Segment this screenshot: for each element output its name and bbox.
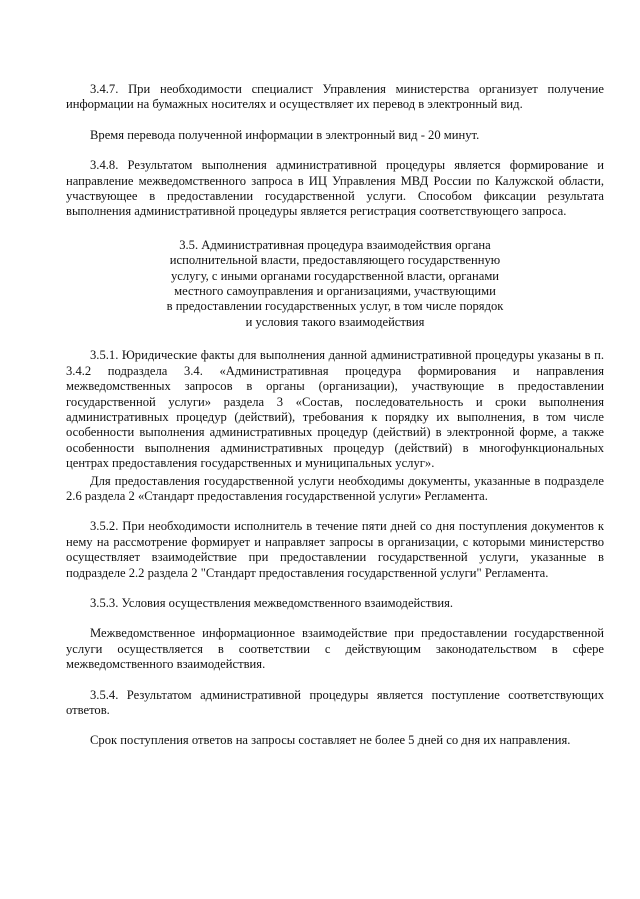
paragraph-3-5-4: 3.5.4. Результатом административной процедуры является поступление соответствующих ответов. bbox=[66, 687, 604, 717]
section-heading-3-5: 3.5. Административная процедура взаимодействия органа исполнительной власти, предоставляющего государственную услугу, с иными органами государственной власти, органами местного самоуправления и организациями, участвующими в предоставлении государственных услуг, в том числе порядок и условия такого взаимодействия bbox=[166, 237, 504, 329]
paragraph-interagency-interaction: Межведомственное информационное взаимодействие при предоставлении государственной услуги осуществляется в соответствии с действующим законодательством в сфере межведомственного взаимодействия. bbox=[66, 626, 604, 672]
paragraph-conversion-time: Время перевода полученной информации в электронный вид - 20 минут. bbox=[90, 127, 480, 142]
paragraph-3-5-2: 3.5.2. При необходимости исполнитель в течение пяти дней со дня поступления документов к нему на рассмотрение формирует и направляет запросы в организации, с которыми министерство осуществляет взаимодействие при предоставлении государственной услуги, указанные в подразделе 2.2 раздела 2 "Стандарт предоставления государственной услуги" Регламента. bbox=[66, 519, 604, 580]
document-body bbox=[66, 82, 604, 749]
section-heading-block bbox=[66, 238, 604, 330]
paragraph-required-documents: Для предоставления государственной услуги необходимы документы, указанные в подразделе 2.6 раздела 2 «Стандарт предоставления государственной услуги» Регламента. bbox=[66, 473, 604, 503]
paragraph-3-5-3: 3.5.3. Условия осуществления межведомственного взаимодействия. bbox=[90, 595, 454, 610]
paragraph-3-4-7: 3.4.7. При необходимости специалист Управления министерства организует получение информации на бумажных носителях и осуществляет их перевод в электронный вид. bbox=[66, 82, 604, 112]
paragraph-3-5-1: 3.5.1. Юридические факты для выполнения данной административной процедуры указаны в п. 3.4.2 подраздела 3.4. «Административная процедура формирования и направления межведомственных запросов в органы (организации), участвующие в предоставлении государственной услуги» раздела 3 «Состав, последовательность и сроки выполнения административных процедур (действий), требования к порядку их выполнения, в том числе особенности выполнения административных процедур (действий) в электронной форме, а также особенности выполнения административных процедур (действий) в многофункциональных центрах предоставления государственных и муниципальных услуг». bbox=[66, 348, 604, 471]
paragraph-3-4-8: 3.4.8. Результатом выполнения административной процедуры является формирование и направление межведомственного запроса в ИЦ Управления МВД России по Калужской области, участвующее в предоставлении государственной услуги. Способом фиксации результата выполнения административной процедуры является регистрация соответствующего запроса. bbox=[66, 158, 604, 219]
paragraph-response-deadline: Срок поступления ответов на запросы составляет не более 5 дней со дня их направления. bbox=[90, 733, 571, 748]
